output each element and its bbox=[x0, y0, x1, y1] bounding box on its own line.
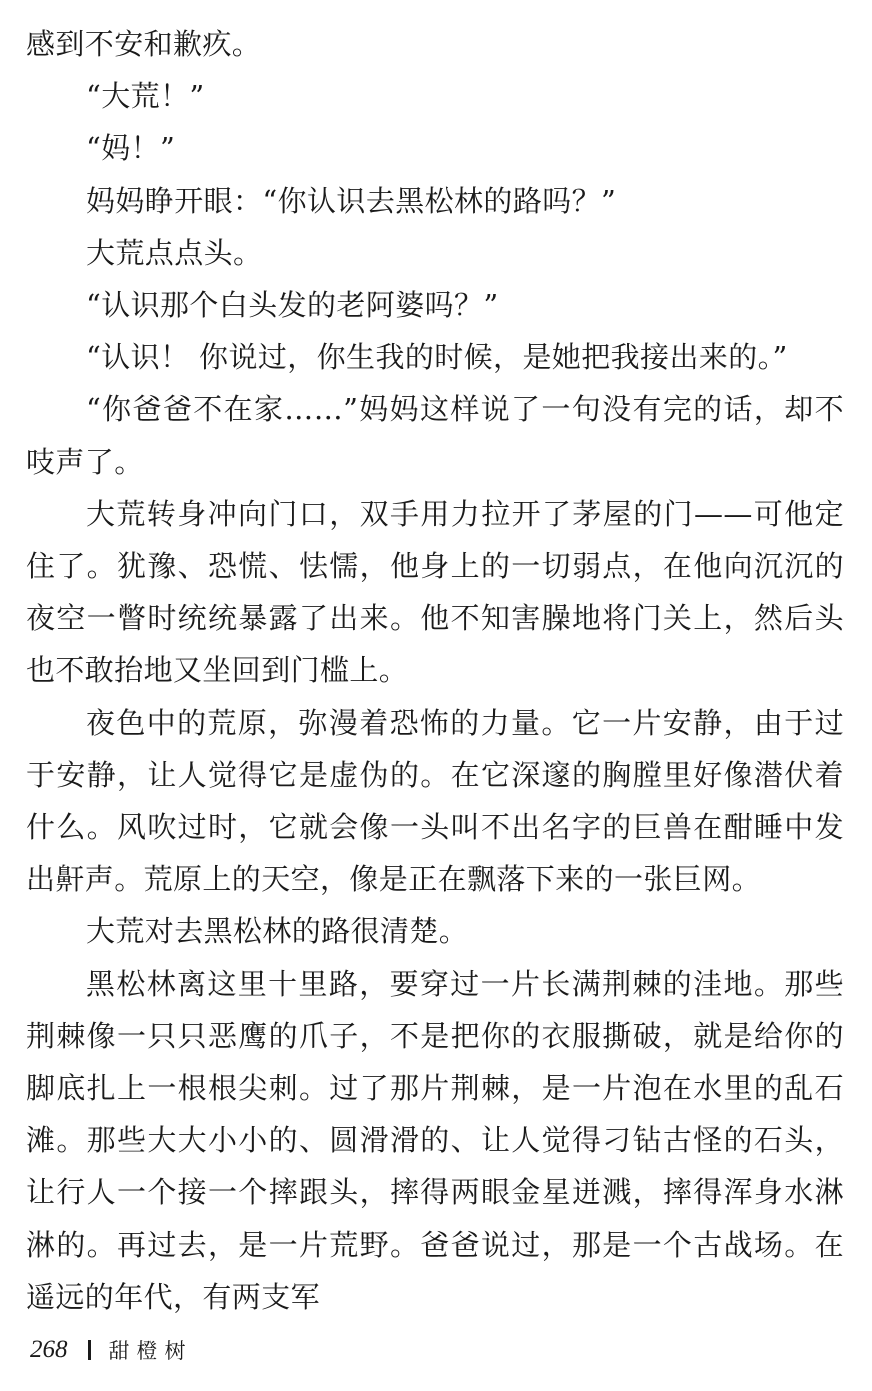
paragraph: 大荒转身冲向门口，双手用力拉开了茅屋的门——可他定住了。犹豫、恐慌、怯懦，他身上的一切弱点，在他向沉沉的夜空一瞥时统统暴露了出来。他不知害臊地将门关上，然后头也不敢抬地又坐回到门槛上。 bbox=[26, 496, 844, 688]
paragraph: 夜色中的荒原，弥漫着恐怖的力量。它一片安静，由于过于安静，让人觉得它是虚伪的。在它深邃的胸膛里好像潜伏着什么。风吹过时，它就会像一头叫不出名字的巨兽在酣睡中发出鼾声。荒原上的天空，像是正在飘落下来的一张巨网。 bbox=[26, 705, 844, 897]
footer-divider bbox=[88, 1340, 91, 1360]
paragraph: 黑松林离这里十里路，要穿过一片长满荆棘的洼地。那些荆棘像一只只恶鹰的爪子，不是把你的衣服撕破，就是给你的脚底扎上一根根尖刺。过了那片荆棘，是一片泡在水里的乱石滩。那些大大小小的、圆滑滑的、让人觉得刁钻古怪的石头，让行人一个接一个摔跟头，摔得两眼金星迸溅，摔得浑身水淋淋的。再过去，是一片荒野。爸爸说过，那是一个古战场。在遥远的年代，有两支军 bbox=[26, 966, 844, 1314]
paragraph: “你爸爸不在家……”妈妈这样说了一句没有完的话，却不吱声了。 bbox=[26, 392, 844, 479]
page-number: 268 bbox=[30, 1336, 68, 1363]
paragraph: 大荒点点头。 bbox=[86, 235, 263, 270]
body-text bbox=[26, 18, 844, 1323]
paragraph: “认识那个白头发的老阿婆吗？” bbox=[86, 288, 499, 323]
paragraph: “认识！ 你说过，你生我的时候，是她把我接出来的。” bbox=[86, 340, 788, 375]
book-title: 甜橙树 bbox=[108, 1339, 193, 1363]
paragraph: 妈妈睁开眼：“你认识去黑松林的路吗？” bbox=[86, 183, 617, 218]
paragraph: 感到不安和歉疚。 bbox=[26, 27, 262, 61]
page-footer bbox=[30, 1330, 193, 1370]
paragraph: “妈！” bbox=[86, 131, 176, 166]
paragraph: 大荒对去黑松林的路很清楚。 bbox=[86, 914, 469, 949]
paragraph: “大荒！” bbox=[86, 79, 205, 114]
